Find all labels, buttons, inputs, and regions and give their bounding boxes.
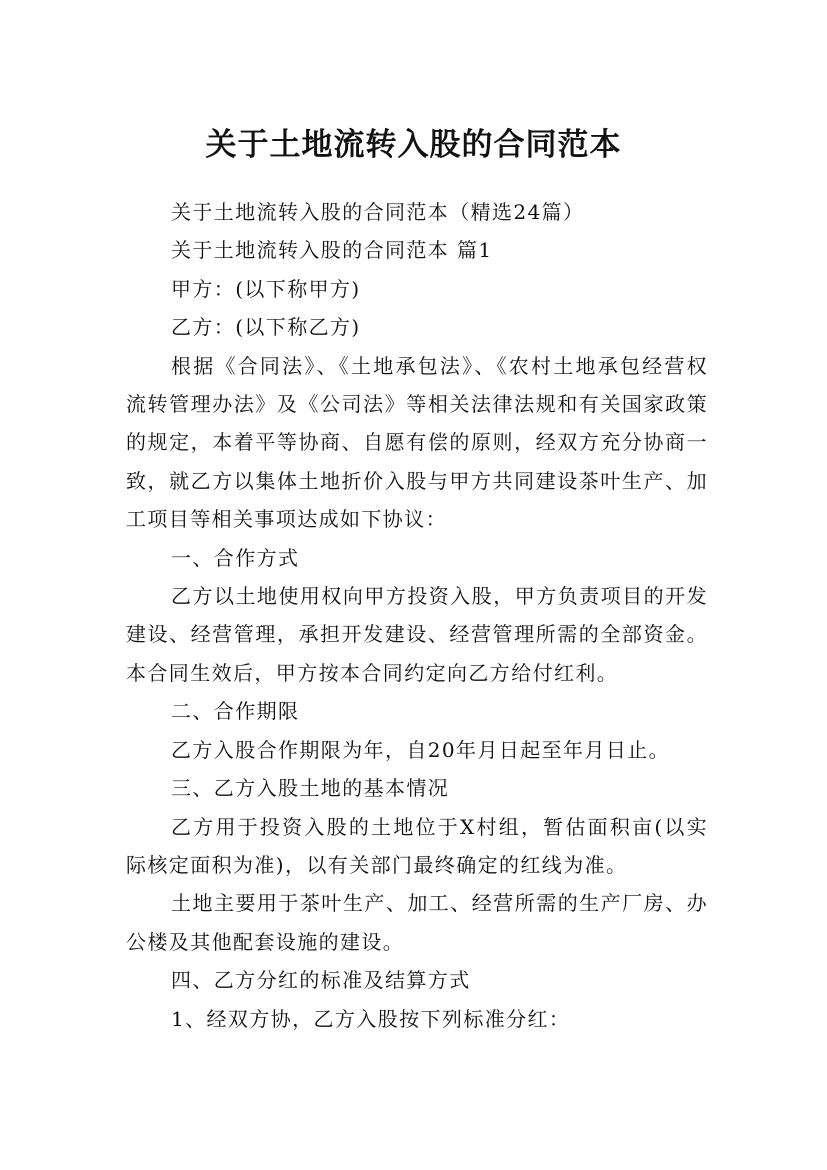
heading-land-info: 三、乙方入股土地的基本情况 bbox=[171, 776, 450, 801]
paragraph-land-use: 土地主要用于茶叶生产、加工、经营所需的生产厂房、办公楼及其他配套设施的建设。 bbox=[126, 891, 708, 954]
paragraph-preamble: 根据《合同法》、《土地承包法》、《农村土地承包经营权流转管理办法》及《公司法》等相关法律法规和有关国家政策的规定，本着平等协商、自愿有偿的原则，经双方充分协商一致，就乙方以集体土地折价入股与甲方共同建设茶叶生产、加工项目等相关事项达成如下协议： bbox=[126, 353, 708, 532]
document-title: 关于土地流转入股的合同范本 bbox=[205, 126, 622, 163]
paragraph-party-b: 乙方：(以下称乙方) bbox=[171, 315, 361, 340]
paragraph-party-a: 甲方：(以下称甲方) bbox=[171, 276, 361, 301]
heading-cooperation-term: 二、合作期限 bbox=[171, 699, 300, 724]
heading-dividend-standard: 四、乙方分红的标准及结算方式 bbox=[171, 968, 471, 993]
paragraph-subtitle: 关于土地流转入股的合同范本（精选24篇） bbox=[171, 200, 585, 224]
paragraph-land-location: 乙方用于投资入股的土地位于X村组，暂估面积亩(以实际核定面积为准)，以有关部门最终确定的红线为准。 bbox=[126, 814, 708, 877]
paragraph-cooperation-method: 乙方以土地使用权向甲方投资入股，甲方负责项目的开发建设、经营管理，承担开发建设、经营管理所需的全部资金。本合同生效后，甲方按本合同约定向乙方给付红利。 bbox=[126, 584, 708, 685]
document-body bbox=[126, 193, 708, 1038]
paragraph-cooperation-term: 乙方入股合作期限为年，自20年月日起至年月日止。 bbox=[171, 737, 671, 762]
paragraph-dividend-item-1: 1、经双方协，乙方入股按下列标准分红： bbox=[171, 1006, 571, 1031]
heading-cooperation-method: 一、合作方式 bbox=[171, 545, 300, 570]
paragraph-section-heading: 关于土地流转入股的合同范本 篇1 bbox=[171, 238, 493, 263]
